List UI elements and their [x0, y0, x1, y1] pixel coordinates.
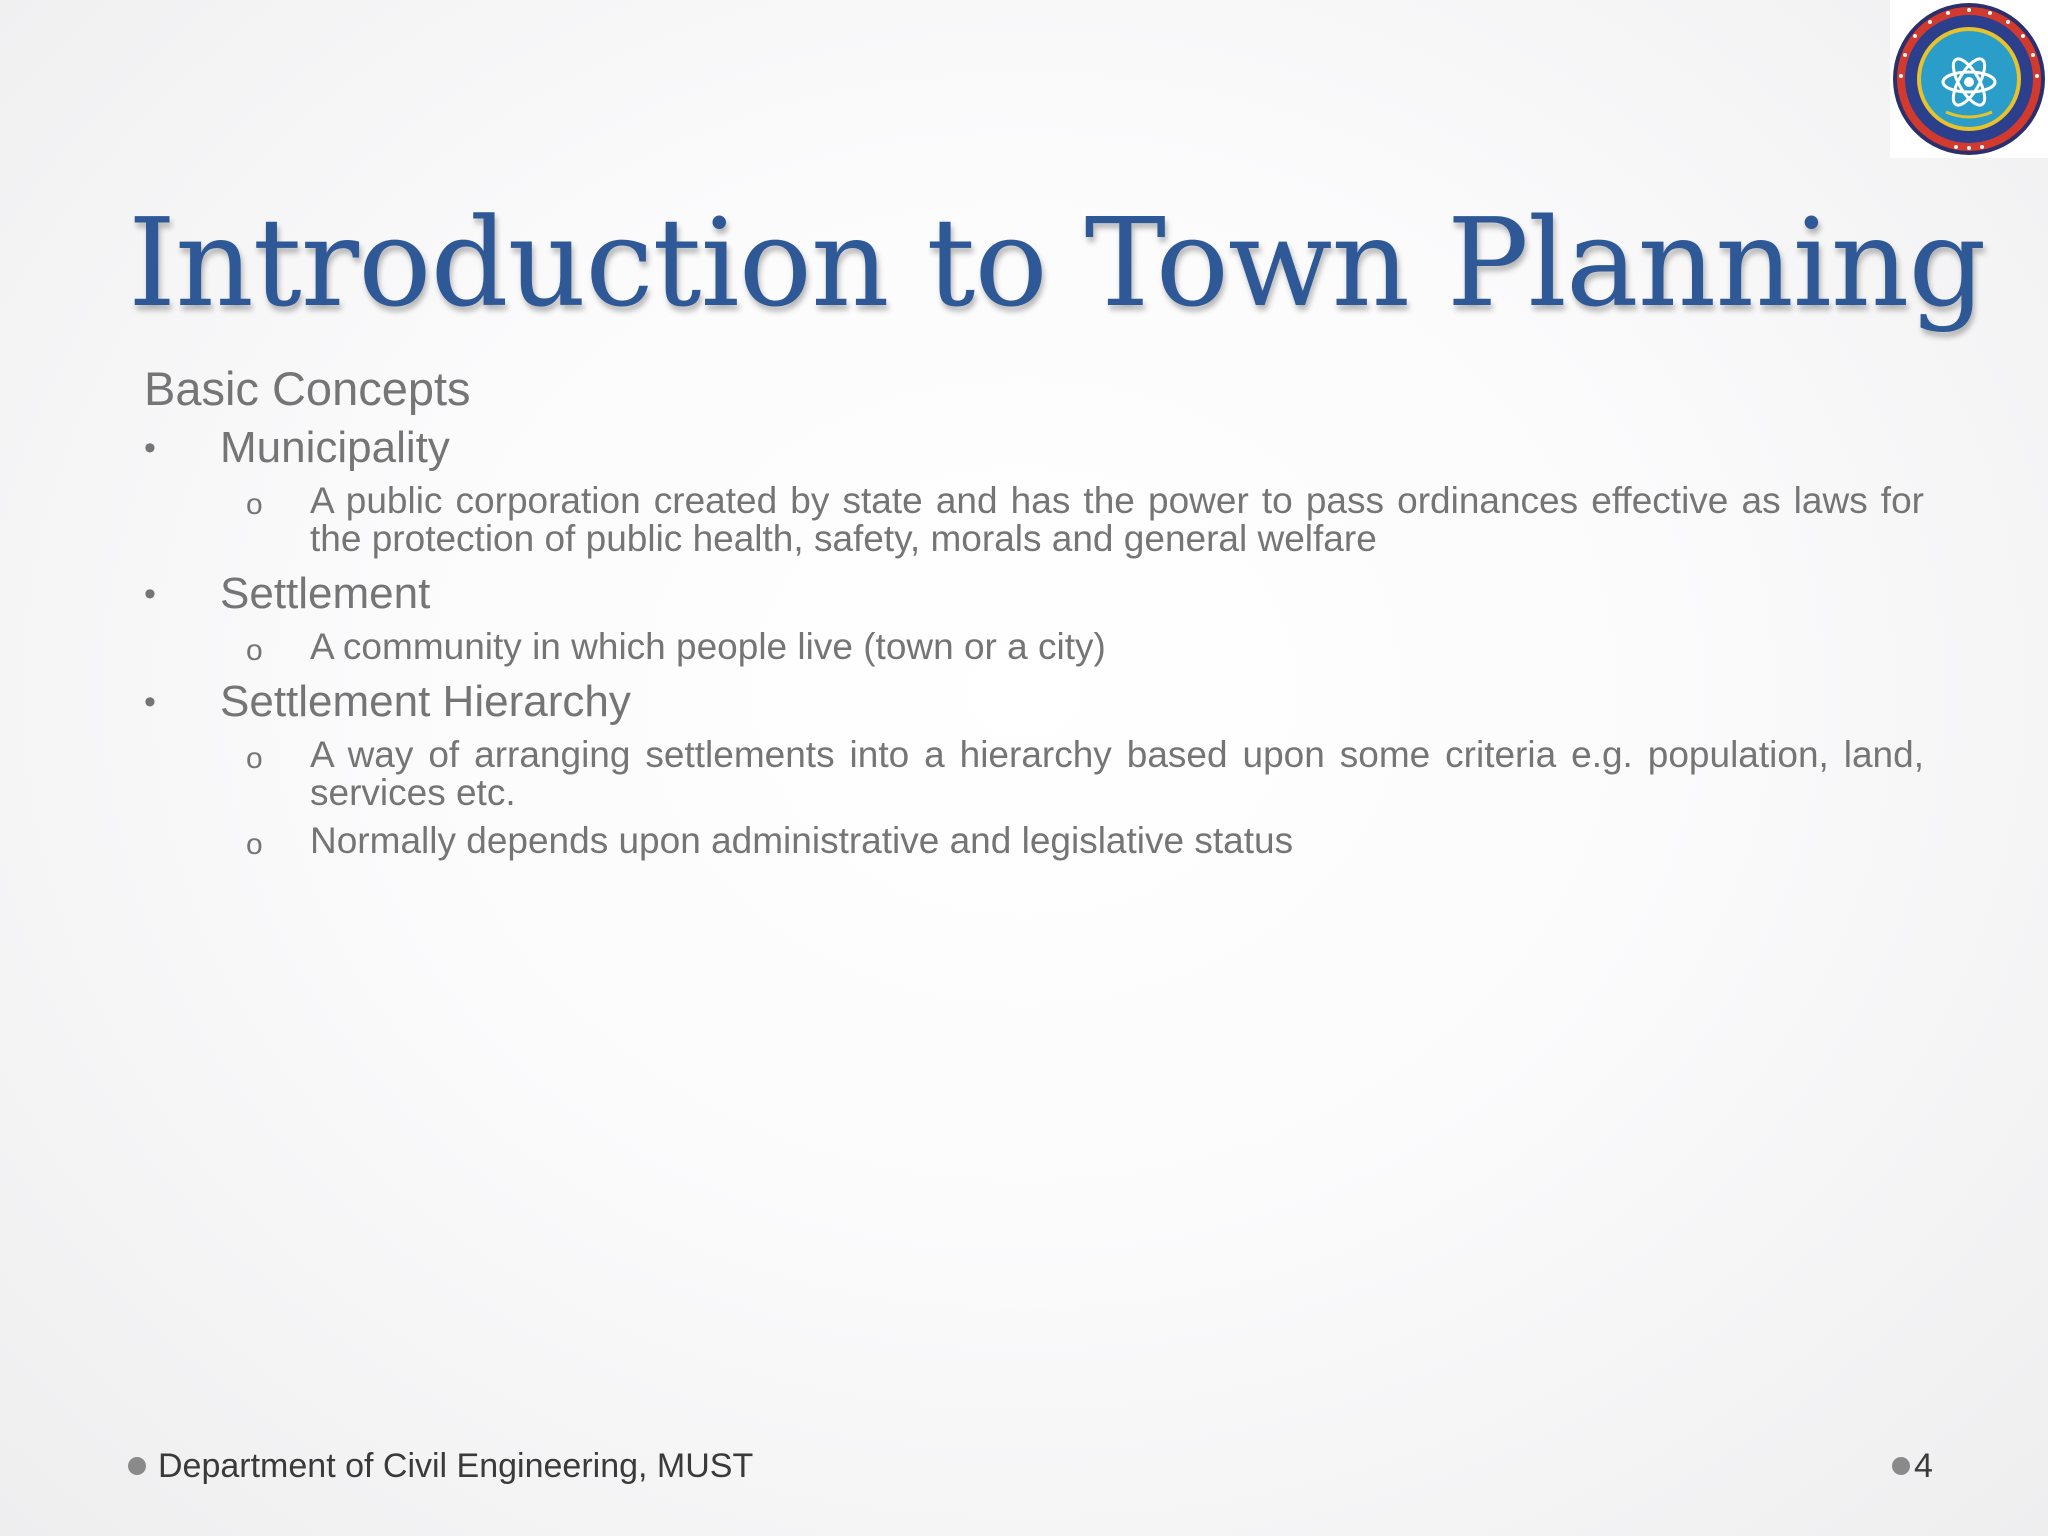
footer-dot-icon	[1892, 1457, 1910, 1475]
sub-list-item-text: A community in which people live (town or a city)	[310, 626, 1106, 667]
sub-list-item-text: A way of arranging settlements into a hierarchy based upon some criteria e.g. population, land, services etc.	[310, 734, 1924, 813]
list-item	[144, 420, 1924, 476]
sub-list-item-text: Normally depends upon administrative and legislative status	[310, 820, 1294, 861]
footer-page	[1892, 1446, 1933, 1486]
list-item-label: Municipality	[220, 423, 450, 472]
footer-dot-icon	[128, 1457, 146, 1475]
sub-bullet-icon: o	[246, 828, 263, 861]
slide-content	[144, 360, 1924, 860]
section-subhead: Basic Concepts	[144, 362, 471, 415]
bullet-icon: •	[144, 429, 156, 467]
sub-list-item	[144, 736, 1924, 812]
page-number: 4	[1914, 1447, 1933, 1485]
list-item	[144, 674, 1924, 730]
sub-bullet-icon: o	[246, 634, 263, 667]
bullet-icon: •	[144, 683, 156, 721]
university-seal-icon	[1890, 0, 2048, 158]
sub-list-item	[144, 822, 1924, 860]
list-item-label: Settlement	[220, 569, 431, 618]
list-item	[144, 566, 1924, 622]
sub-list-item-text: A public corporation created by state and has the power to pass ordinances effective as laws for the protection of public health, safety, morals and general welfare	[310, 480, 1924, 559]
slide-title: Introduction to Town Planning	[128, 192, 1986, 334]
sub-bullet-icon: o	[246, 742, 263, 775]
sub-list-item	[144, 628, 1924, 666]
list-item-label: Settlement Hierarchy	[220, 677, 631, 726]
footer-department	[128, 1446, 753, 1486]
sub-list-item	[144, 482, 1924, 558]
footer-department-text: Department of Civil Engineering, MUST	[158, 1447, 754, 1485]
bullet-icon: •	[144, 575, 156, 613]
sub-bullet-icon: o	[246, 488, 263, 521]
